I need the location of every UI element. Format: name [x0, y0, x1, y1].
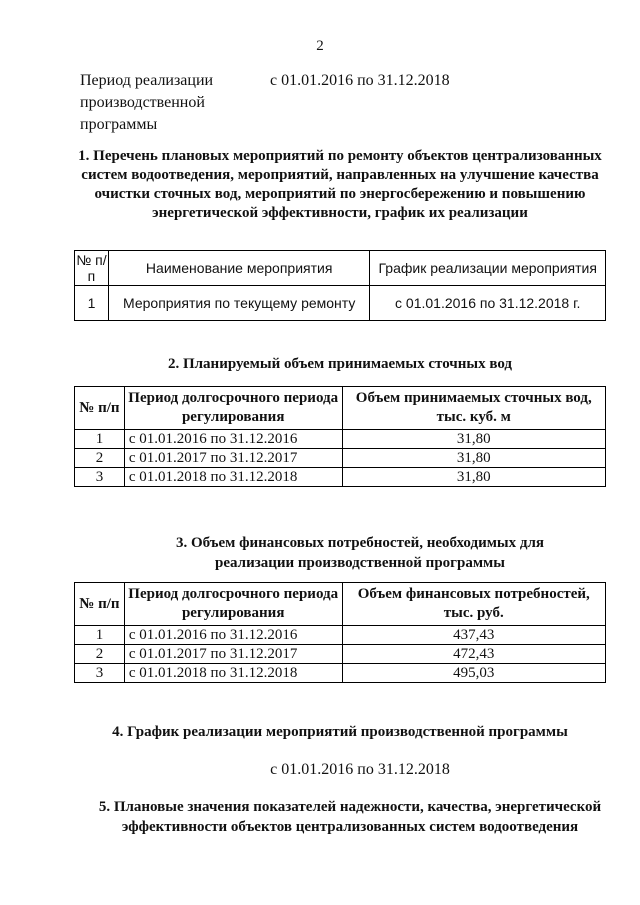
row-value: 437,43 [342, 626, 605, 645]
row-num: 2 [75, 449, 125, 468]
row-period: с 01.01.2017 по 31.12.2017 [124, 449, 342, 468]
section-2-table [74, 386, 606, 487]
table-row [75, 468, 606, 487]
table-row [75, 430, 606, 449]
row-period: с 01.01.2016 по 31.12.2016 [124, 626, 342, 645]
row-period: с 01.01.2016 по 31.12.2016 [124, 430, 342, 449]
row-value: 31,80 [342, 430, 605, 449]
table-header-row [75, 387, 606, 430]
table-row [75, 286, 606, 321]
table-row [75, 626, 606, 645]
header-period: Период долгосрочного периода регулирования [124, 387, 342, 430]
header-num: № п/п [76, 252, 107, 284]
row-value: 31,80 [342, 449, 605, 468]
header-num: № п/п [75, 387, 125, 430]
section-3-table [74, 582, 606, 683]
section-4-title: 4. График реализации мероприятий производственной программы [112, 724, 568, 740]
header-value: Объем финансовых потребностей, тыс. руб. [342, 583, 605, 626]
table-row [75, 645, 606, 664]
row-name: Мероприятия по текущему ремонту [108, 286, 370, 321]
row-num: 3 [75, 664, 125, 683]
header-name: Наименование мероприятия [108, 251, 370, 286]
row-value: 31,80 [342, 468, 605, 487]
row-schedule: с 01.01.2016 по 31.12.2018 г. [370, 286, 606, 321]
row-value: 472,43 [342, 645, 605, 664]
page-number: 2 [316, 38, 324, 54]
section-2-title: 2. Планируемый объем принимаемых сточных вод [167, 356, 513, 372]
program-period-label: Период реализации производственной программы [80, 72, 214, 133]
row-value: 495,03 [342, 664, 605, 683]
program-period-value: с 01.01.2016 по 31.12.2018 [270, 72, 450, 89]
table-header-row [75, 251, 606, 286]
table-row [75, 449, 606, 468]
row-num: 1 [75, 626, 125, 645]
row-period: с 01.01.2017 по 31.12.2017 [124, 645, 342, 664]
row-num: 1 [75, 286, 109, 321]
row-period: с 01.01.2018 по 31.12.2018 [124, 664, 342, 683]
row-num: 1 [75, 430, 125, 449]
table-row [75, 664, 606, 683]
header-value: Объем принимаемых сточных вод, тыс. куб. м [342, 387, 605, 430]
table-header-row [75, 583, 606, 626]
row-period: с 01.01.2018 по 31.12.2018 [124, 468, 342, 487]
header-num: № п/п [75, 583, 125, 626]
section-5-title: 5. Плановые значения показателей надежности, качества, энергетической эффективности объектов централизованных систем водоотведения [98, 799, 602, 835]
section-1-table [74, 250, 606, 321]
header-period: Период долгосрочного периода регулирования [124, 583, 342, 626]
header-schedule: График реализации мероприятия [370, 251, 606, 286]
section-3-title: 3. Объем финансовых потребностей, необходимых для реализации производственной программы [175, 535, 545, 571]
section-1-title: 1. Перечень плановых мероприятий по ремонту объектов централизованных систем водоотведения, мероприятий, направленных на улучшение качества очистки сточных вод, мероприятий по энергосбережению и повышению энергетической эффективности, график их реализации [78, 148, 602, 221]
section-4-period: с 01.01.2016 по 31.12.2018 [270, 761, 450, 778]
row-num: 2 [75, 645, 125, 664]
row-num: 3 [75, 468, 125, 487]
